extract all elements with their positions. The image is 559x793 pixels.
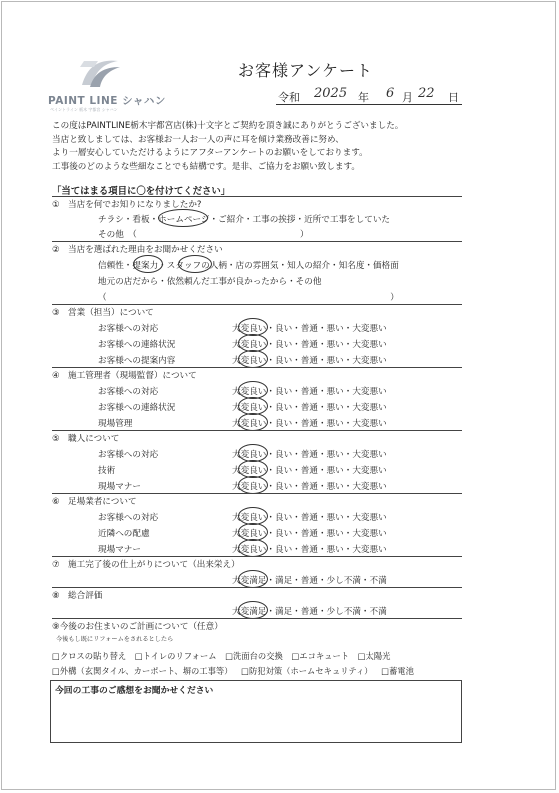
checkbox-solar[interactable]: □太陽光 xyxy=(357,651,391,661)
q4-item-2: お客様への連絡状況 xyxy=(98,403,176,413)
divider xyxy=(52,367,462,368)
q5-item-3: 現場マナー xyxy=(98,482,141,492)
rating-options[interactable]: 大変良い・良い・普通・悪い・大変悪い xyxy=(232,356,387,366)
rating-options[interactable]: 大変良い・良い・普通・悪い・大変悪い xyxy=(232,340,387,350)
question-9: ⑨今後のお住まいのご計画について（任意） xyxy=(52,622,223,632)
question-8: ⑧ 総合評価 xyxy=(52,591,103,601)
q3-item-1: お客様への対応 xyxy=(98,324,159,334)
intro-line: 当店と致しましては、お客様お一人お一人の声に耳を傾け業務改善に努め、 xyxy=(52,134,344,145)
date-field xyxy=(276,88,462,105)
question-5: ⑤ 職人について xyxy=(52,434,120,444)
page-title: お客様アンケート xyxy=(238,61,374,80)
question-3: ③ 営業（担当）について xyxy=(52,308,154,318)
q1-other[interactable]: その他 （ ） xyxy=(98,230,309,240)
rating-options[interactable]: 大変良い・良い・普通・悪い・大変悪い xyxy=(232,324,387,334)
q5-item-1: お客様への対応 xyxy=(98,450,159,460)
year-value: 2025 xyxy=(314,86,348,101)
divider xyxy=(52,304,462,305)
question-2: ② 当店を選ばれた理由をお聞かせください xyxy=(52,245,223,255)
q9-checkbox-row-1 xyxy=(52,650,396,662)
checkbox-exterior[interactable]: □外構（玄関タイル、カーポート、塀の工事等） xyxy=(52,666,233,676)
divider xyxy=(52,618,462,619)
checkbox-battery[interactable]: □蓄電池 xyxy=(381,666,414,676)
intro-line: この度はPAINTLINE栃木宇都宮店(株)十文字とご契約を頂き誠にありがとうございました。 xyxy=(52,121,404,131)
q4-item-1: お客様への対応 xyxy=(98,387,159,397)
intro-line: より一層安心していただけるようにアフターアンケートのお願いをしております。 xyxy=(52,148,368,159)
checkbox-ecocute[interactable]: □エコキュート xyxy=(291,651,350,661)
rating-options[interactable]: 大変良い・良い・普通・悪い・大変悪い xyxy=(232,450,387,460)
rating-options[interactable]: 大変良い・良い・普通・悪い・大変悪い xyxy=(232,387,387,397)
q4-item-3: 現場管理 xyxy=(98,419,133,429)
divider xyxy=(52,430,462,431)
divider xyxy=(52,587,462,588)
intro-line: 工事後のどのような些細なことでも結構です。是非、ご協力をお願い致します。 xyxy=(52,161,361,172)
q9-note: 今後もし既にリフォームをされるとしたら xyxy=(56,636,174,643)
q6-item-3: 現場マナー xyxy=(98,545,141,555)
year-label: 年 xyxy=(358,91,369,104)
q6-item-1: お客様への対応 xyxy=(98,513,159,523)
q2-options-2[interactable]: 地元の店だから・依然頼んだ工事が良かったから・その他 xyxy=(98,277,322,287)
rating-options[interactable]: 大変良い・良い・普通・悪い・大変悪い xyxy=(232,545,387,555)
question-1: ① 当店を何でお知りになりましたか? xyxy=(52,200,202,210)
day-value: 22 xyxy=(418,86,435,101)
q2-options-1[interactable]: 信頼性・提案力・スタッフの人柄・店の雰囲気・知人の紹介・知名度・価格面 xyxy=(98,261,399,271)
company-logo xyxy=(48,55,166,113)
checkbox-security[interactable]: □防犯対策（ホームセキュリティ） xyxy=(241,666,373,676)
divider xyxy=(52,493,462,494)
question-7: ⑦ 施工完了後の仕上がりについて（出来栄え） xyxy=(52,560,240,570)
month-value: 6 xyxy=(386,86,395,101)
question-4: ④ 施工管理者（現場監督）について xyxy=(52,371,197,381)
q3-item-3: お客様への提案内容 xyxy=(98,356,176,366)
logo-tagline: ペイントライン 栃木 宇都宮 シャハン xyxy=(50,107,118,112)
q5-item-2: 技術 xyxy=(98,466,116,476)
comment-box[interactable] xyxy=(50,680,462,743)
q1-options[interactable]: チラシ・看板・ホームページ・ご紹介・工事の挨拶・近所で工事をしていた xyxy=(98,215,391,225)
q6-item-2: 近隣への配慮 xyxy=(98,529,150,539)
rating-options[interactable]: 大変良い・良い・普通・悪い・大変悪い xyxy=(232,403,387,413)
q3-item-2: お客様への連絡状況 xyxy=(98,340,176,350)
checkbox-toilet-reform[interactable]: □トイレのリフォーム xyxy=(134,651,217,661)
finish-rating-options[interactable]: 大変満足・満足・普通・少し不満・不満 xyxy=(232,576,387,586)
divider xyxy=(52,556,462,557)
month-label: 月 xyxy=(402,91,413,104)
q2-other[interactable]: （ ） xyxy=(98,293,399,303)
overall-rating-options[interactable]: 大変満足・満足・普通・少し不満・不満 xyxy=(232,607,387,617)
divider xyxy=(52,196,462,197)
comment-title: 今回の工事のご感想をお聞かせください xyxy=(55,686,214,696)
day-label: 日 xyxy=(448,91,459,104)
rating-options[interactable]: 大変良い・良い・普通・悪い・大変悪い xyxy=(232,419,387,429)
instruction-heading: 「当てはまる項目に〇を付けてください」 xyxy=(52,186,231,197)
question-6: ⑥ 足場業者について xyxy=(52,497,137,507)
checkbox-washbasin[interactable]: □洗面台の交換 xyxy=(225,651,283,661)
checkbox-cross-replacement[interactable]: □クロスの貼り替え xyxy=(52,651,127,661)
paintline-logo-icon xyxy=(78,55,122,91)
rating-options[interactable]: 大変良い・良い・普通・悪い・大変悪い xyxy=(232,482,387,492)
rating-options[interactable]: 大変良い・良い・普通・悪い・大変悪い xyxy=(232,466,387,476)
q9-checkbox-row-2 xyxy=(52,665,420,677)
divider xyxy=(52,241,462,242)
rating-options[interactable]: 大変良い・良い・普通・悪い・大変悪い xyxy=(232,529,387,539)
era-label: 令和 xyxy=(278,91,300,104)
rating-options[interactable]: 大変良い・良い・普通・悪い・大変悪い xyxy=(232,513,387,523)
logo-brand-text: PAINT LINE シャハン xyxy=(48,95,166,107)
intro-text xyxy=(52,120,403,174)
